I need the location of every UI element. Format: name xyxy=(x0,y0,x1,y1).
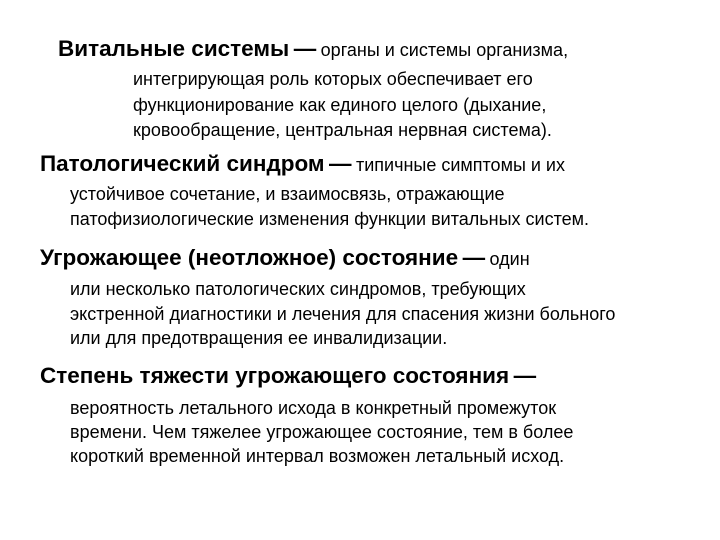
definition-vital-systems xyxy=(0,0,720,150)
definition-text-line: патофизиологические изменения функции витальных систем. xyxy=(70,209,590,229)
term: Угрожающее (неотложное) состояние xyxy=(40,245,459,270)
definition-text-line: короткий временной интервал возможен летальный исход. xyxy=(70,446,565,466)
term: Степень тяжести угрожающего состояния xyxy=(40,363,510,388)
definition-text-line: функционирование как единого целого (дыхание, xyxy=(133,95,547,115)
term: Патологический синдром xyxy=(40,151,325,176)
definition-text-line: или для предотвращения ее инвалидизации. xyxy=(70,328,448,348)
em-dash: — xyxy=(293,36,317,61)
definition-start: типичные симптомы и их xyxy=(355,155,565,175)
em-dash: — xyxy=(329,151,352,176)
definition-heading-line xyxy=(40,247,530,270)
term: Витальные системы xyxy=(58,36,290,61)
definition-text-line: экстренной диагностики и лечения для спасения жизни больного xyxy=(70,304,616,324)
definition-text-line: времени. Чем тяжелее угрожающее состояние, тем в более xyxy=(70,422,574,442)
em-dash: — xyxy=(513,363,537,388)
definition-severity xyxy=(0,362,720,472)
definition-threatening-condition xyxy=(0,245,720,355)
definition-text-line: интегрирующая роль которых обеспечивает его xyxy=(133,69,533,89)
definition-heading-line xyxy=(40,365,536,388)
definition-text-line: или несколько патологических синдромов, требующих xyxy=(70,279,526,299)
definition-start: один xyxy=(489,249,530,269)
definition-start: органы и системы организма, xyxy=(320,40,569,60)
definition-text-line: устойчивое сочетание, и взаимосвязь, отражающие xyxy=(70,184,505,204)
definition-heading-line xyxy=(40,153,565,176)
definition-pathological-syndrome xyxy=(0,150,720,240)
definition-text-line: вероятность летального исхода в конкретный промежуток xyxy=(70,398,557,418)
definition-text-line: кровообращение, центральная нервная система). xyxy=(133,120,552,140)
definition-heading-line xyxy=(58,38,568,61)
em-dash: — xyxy=(462,245,486,270)
